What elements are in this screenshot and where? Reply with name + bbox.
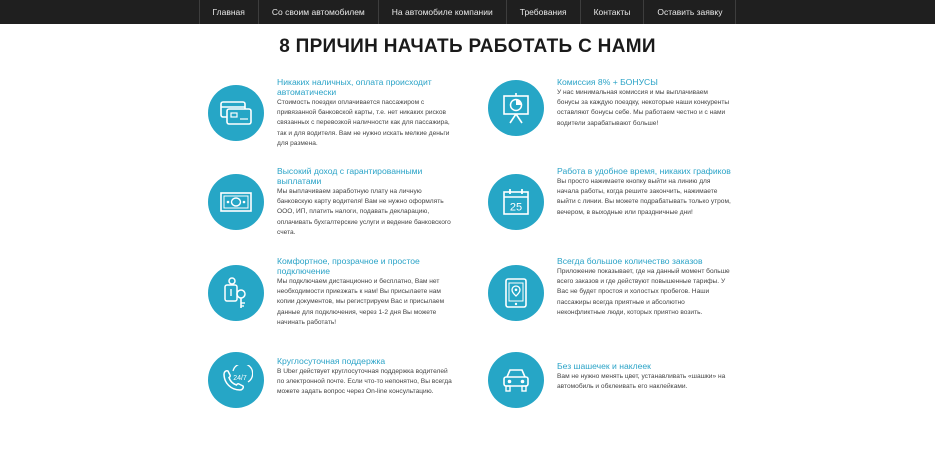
feature-title: Никаких наличных, оплата происходит автоматически [277,77,432,97]
feature-title: Круглосуточная поддержка [277,356,386,366]
nav-item-contacts[interactable]: Контакты [580,0,644,24]
feature-title: Комиссия 8% + БОНУСЫ [557,77,658,87]
feature-title: Работа в удобное время, никаких графиков [557,166,731,176]
keys-icon [208,265,264,321]
credit-card-icon [208,85,264,141]
feature-description: У нас минимальная комиссия и мы выплачиваем бонусы за каждую поездку, некоторые наши конкуренты оставляют бонусы себе. Мы работаем честно и с нами водители зарабатывают больше! [557,89,730,127]
feature-description: Мы выплачиваем заработную плату на личную банковскую карту водителя! Вам не нужно оформлять ООО, ИП, платить налоги, подавать декларацию, оплачивать бухгалтерские услуги и ведение банковского счета. [277,188,451,236]
feature-description: Мы подключаем дистанционно и бесплатно, Вам нет необходимости приезжать к нам! Вы присылаете нам копии документов, мы регистрируем Вас и присылаем данные для подключения, через 1-2 дня Вы можете начинать работать! [277,278,445,326]
svg-text:25: 25 [509,201,523,214]
feature-title: Высокий доход с гарантированными выплатами [277,166,423,186]
calendar-icon [488,174,544,230]
feature-title: Без шашечек и наклеек [557,361,651,371]
svg-text:24/7: 24/7 [233,375,247,382]
feature-description: Стоимость поездки оплачивается пассажиром с привязанной банковской карты, т.е. нет никаких рисков связанных с перевозкой наличности как для пассажира, так и для водителя. Вам не нужно искать мелкие деньги для размена. [277,99,450,147]
feature-description: Вы просто нажимаете кнопку выйти на линию для начала работы, когда решите закончить, нажимаете выйти с линии. Вы можете подрабатывать только утром, вечером, в выходные или праздничные дни! [557,178,731,216]
page-title: 8 ПРИЧИН НАЧАТЬ РАБОТАТЬ С НАМИ [279,36,656,57]
car-icon [488,352,544,408]
feature-title: Комфортное, прозрачное и простое подключение [277,256,420,276]
banknote-icon [208,174,264,230]
nav-item-company-car[interactable]: На автомобиле компании [378,0,506,24]
feature-description: Вам не нужно менять цвет, устанавливать «шашки» на автомобиль и обклеивать его наклейками. [557,373,726,391]
nav-item-requirements[interactable]: Требования [506,0,580,24]
nav-item-apply[interactable]: Оставить заявку [643,0,736,24]
phone-24-7-icon [208,352,264,408]
top-navigation [0,0,935,24]
map-tablet-icon [488,265,544,321]
feature-description: Приложение показывает, где на данный момент больше всего заказов и где действуют повышенные тарифы. У Вас не будет простоя и холостых пробегов. Наши пассажиры всегда приятные и абсолютно неконфликтные люди, которых приятно возить. [557,268,730,316]
nav-item-own-car[interactable]: Со своим автомобилем [258,0,378,24]
presentation-chart-icon [488,80,544,136]
feature-title: Всегда большое количество заказов [557,256,703,266]
nav-item-home[interactable]: Главная [199,0,258,24]
feature-description: В Uber действует круглосуточная поддержка водителей по электронной почте. Если что-то непонятно, Вы всегда можете задать вопрос через On-line консультацию. [277,368,452,396]
